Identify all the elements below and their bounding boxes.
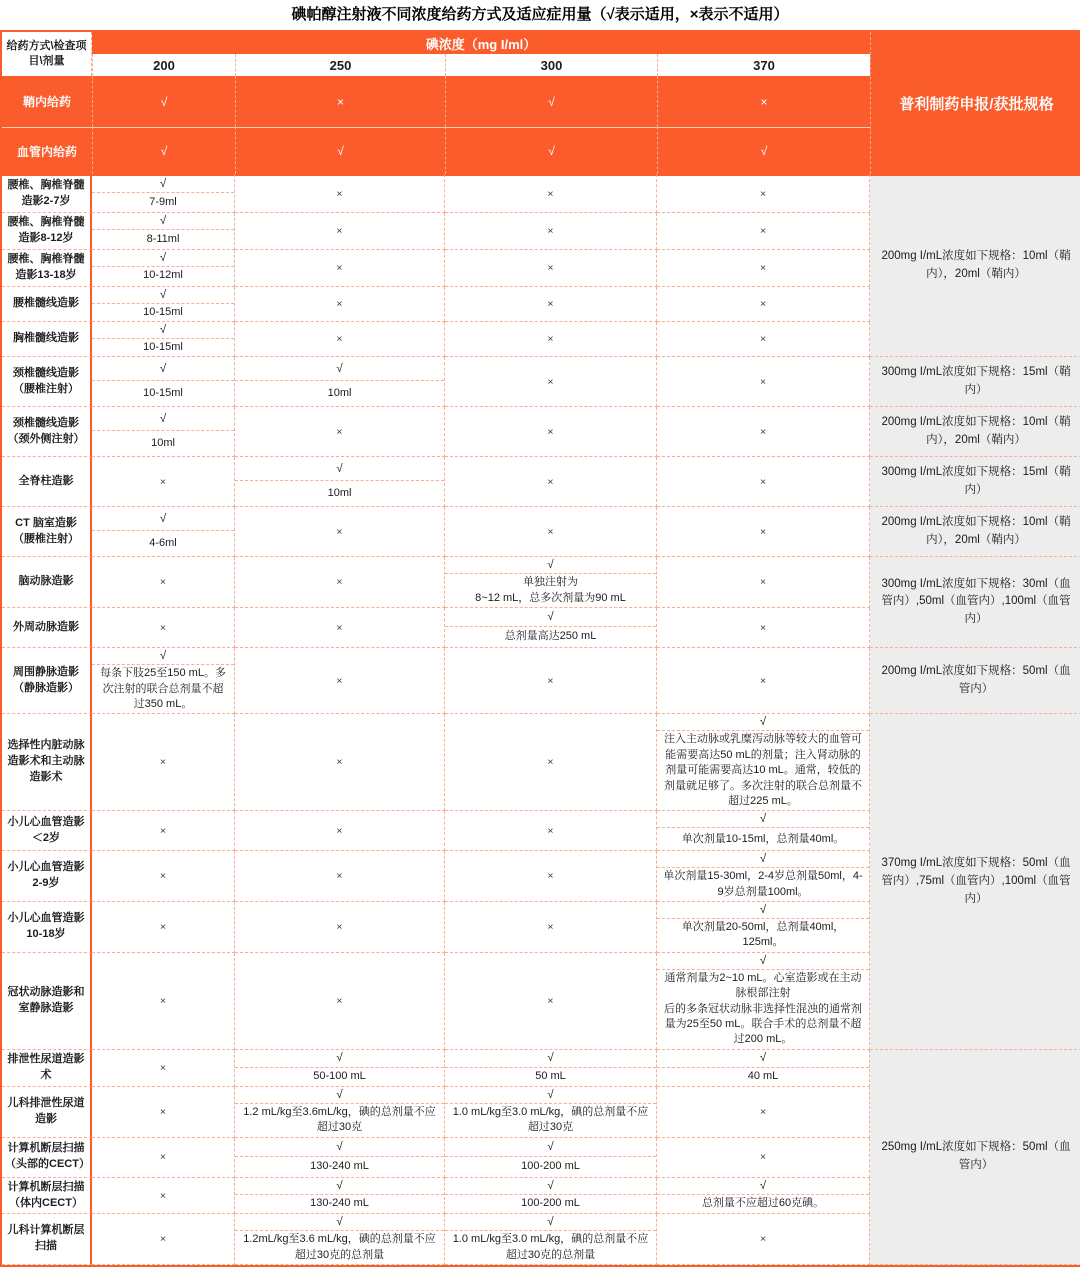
dose-cell [445,1214,657,1265]
x-cell: × [657,407,870,457]
dose-text: 1.0 mL/kg至3.0 mL/kg，碘的总剂量不应超过30克 [452,1105,649,1134]
check-mark: √ [445,557,656,574]
spec-cell: 370mg I/mL浓度如下规格：50ml（血管内）,75ml（血管内）,100ml（血管内） [870,714,1080,1049]
x-cell: × [92,851,235,902]
spec-column-header: 普利制药申报/获批规格 [870,32,1080,174]
x-cell: × [235,287,445,322]
dose-cell [92,174,235,213]
x-cell: × [92,1178,235,1215]
x-cell: × [92,714,235,811]
dose-cell [92,287,235,322]
x-cell: × [92,457,235,507]
procedure-label: 儿科排泄性尿道造影 [2,1087,92,1138]
dose-text: 单次剂量15-30ml，2-4岁总剂量50ml，4-9岁总剂量100ml。 [663,870,863,898]
dose-text: 40 mL [747,1070,779,1083]
dose-cell [657,1178,870,1215]
x-cell: × [657,608,870,648]
procedure-label: 选择性内脏动脉造影术和主动脉造影术 [2,714,92,811]
x-cell: × [235,608,445,648]
check-mark: √ [445,1050,656,1068]
dose-text: 1.2 mL/kg至3.6mL/kg，碘的总剂量不应超过30克 [243,1105,436,1134]
dose-cell [445,1178,657,1215]
dose-text: 50-100 mL [313,1070,366,1083]
check-mark: √ [445,608,656,627]
check-mark: √ [92,507,234,531]
x-cell: × [235,322,445,357]
procedure-label: 胸椎髓线造影 [2,322,92,357]
procedure-label: 儿科计算机断层扫描 [2,1214,92,1265]
x-cell: × [657,1214,870,1265]
check-mark: √ [92,176,234,193]
x-cell: × [445,851,657,902]
check-mark: √ [235,357,444,381]
x-cell: × [657,322,870,357]
x-cell: × [235,648,445,714]
check-mark: √ [657,851,869,868]
check-mark: √ [235,457,444,481]
dose-cell [235,1050,445,1087]
x-cell: × [92,557,235,608]
dose-cell [235,1178,445,1215]
x-cell: × [235,851,445,902]
dose-text: 1.0 mL/kg至3.0 mL/kg，碘的总剂量不应超过30克的总剂量 [452,1233,649,1261]
dose-cell [92,357,235,407]
dose-text: 50 mL [535,1070,566,1083]
dose-cell [657,1050,870,1087]
x-cell: × [235,507,445,557]
procedure-label: 脑动脉造影 [2,557,92,608]
spec-cell: 300mg I/mL浓度如下规格：15ml（鞘内） [870,457,1080,507]
dose-cell [92,407,235,457]
procedure-row [2,174,1080,213]
dose-cell [235,457,445,507]
x-cell: × [235,811,445,851]
corner-header: 给药方式\检查项目\剂量 [2,32,92,76]
procedure-label: 小儿心血管造影2-9岁 [2,851,92,902]
check-mark: √ [92,127,235,174]
check-mark: √ [235,127,445,174]
dose-text: 注入主动脉或乳糜泻动脉等较大的血管可能需要高达50 mL的剂量；注入肾动脉的剂量可能需要高达10 mL。通常，较低的剂量就足够了。多次注射的联合总剂量不超过225 mL。 [664,733,862,807]
procedure-label: 颈椎髓线造影（腰椎注射） [2,357,92,407]
dose-text: 10ml [327,487,352,500]
spec-cell: 200mg I/mL浓度如下规格：50ml（血管内） [870,648,1080,714]
x-cell: × [445,902,657,953]
x-cell: × [657,287,870,322]
check-mark: √ [92,213,234,230]
check-mark: √ [92,648,234,665]
header-row-1 [2,32,1080,54]
x-cell: × [445,287,657,322]
dose-cell [657,902,870,953]
check-mark: √ [445,1087,656,1104]
dose-cell [92,648,235,714]
check-mark: √ [92,76,235,127]
x-cell: × [657,457,870,507]
check-mark: √ [92,407,234,431]
concentration-370: 370 [657,54,870,76]
concentration-300: 300 [445,54,657,76]
x-cell: × [657,1138,870,1178]
procedure-row [2,507,1080,557]
dose-text: 100-200 mL [521,1159,580,1172]
procedure-label: CT 脑室造影（腰椎注射） [2,507,92,557]
x-cell: × [92,953,235,1050]
x-cell: × [445,174,657,213]
x-mark: × [657,76,870,127]
procedure-label: 周围静脉造影（静脉造影） [2,648,92,714]
dose-cell [92,507,235,557]
procedure-label: 腰椎髓线造影 [2,287,92,322]
procedure-label: 颈椎髓线造影（颈外侧注射） [2,407,92,457]
x-cell: × [235,714,445,811]
x-cell: × [92,1050,235,1087]
dose-text: 总剂量高达250 mL [504,630,597,643]
x-cell: × [445,407,657,457]
procedure-label: 全脊柱造影 [2,457,92,507]
dose-cell [92,322,235,357]
x-cell: × [657,174,870,213]
procedure-row [2,714,1080,811]
dose-cell [235,357,445,407]
dose-cell [657,811,870,851]
dose-cell [445,557,657,608]
dose-cell [235,1138,445,1178]
dose-text: 130-240 mL [310,1197,369,1210]
check-mark: √ [657,811,869,828]
dose-text: 8-11ml [146,232,180,245]
x-cell: × [445,322,657,357]
x-cell: × [657,557,870,608]
dose-text: 单次剂量10-15ml，总剂量40ml。 [681,832,845,845]
concentration-250: 250 [235,54,445,76]
spec-cell: 300mg I/mL浓度如下规格：15ml（鞘内） [870,357,1080,407]
x-cell: × [445,507,657,557]
dose-cell [235,1087,445,1138]
spec-cell: 200mg I/mL浓度如下规格：10ml（鞘内），20ml（鞘内） [870,174,1080,357]
x-cell: × [445,250,657,287]
x-cell: × [235,407,445,457]
x-cell: × [445,953,657,1050]
procedure-label: 小儿心血管造影＜2岁 [2,811,92,851]
procedure-label: 排泄性尿道造影术 [2,1050,92,1087]
x-cell: × [445,648,657,714]
x-mark: × [235,76,445,127]
check-mark: √ [445,1138,656,1157]
procedure-label: 腰椎、胸椎脊髓造影2-7岁 [2,174,92,213]
spec-cell: 250mg I/mL浓度如下规格：50ml（血管内） [870,1050,1080,1265]
check-mark: √ [235,1050,444,1068]
x-cell: × [235,213,445,250]
page-title: 碘帕醇注射液不同浓度给药方式及适应症用量（√表示适用，×表示不适用） [291,6,789,23]
x-cell: × [445,714,657,811]
check-mark: √ [235,1138,444,1157]
check-mark: √ [92,357,234,381]
check-mark: √ [657,953,869,970]
procedure-label: 计算机断层扫描（头部的CECT） [2,1138,92,1178]
check-mark: √ [657,902,869,919]
check-mark: √ [445,1178,656,1195]
x-cell: × [445,357,657,407]
x-cell: × [92,608,235,648]
dose-text: 7-9ml [149,195,177,208]
dose-cell [445,608,657,648]
check-mark: √ [657,714,869,731]
procedure-label: 小儿心血管造影10-18岁 [2,902,92,953]
check-mark: √ [445,76,657,127]
procedure-label: 冠状动脉造影和室静脉造影 [2,953,92,1050]
dose-cell [657,953,870,1050]
spec-cell: 300mg I/mL浓度如下规格：30ml（血管内）,50ml（血管内）,100ml（血管内） [870,557,1080,648]
x-cell: × [92,1087,235,1138]
x-cell: × [657,213,870,250]
dose-cell [445,1087,657,1138]
dose-cell [92,250,235,287]
procedure-label: 腰椎、胸椎脊髓造影13-18岁 [2,250,92,287]
check-mark: √ [445,1214,656,1231]
dose-text: 10ml [327,387,352,400]
dose-cell [445,1138,657,1178]
dose-cell [657,851,870,902]
dose-text: 10-15ml [143,387,183,400]
x-cell: × [92,902,235,953]
route-label: 鞘内给药 [2,76,92,127]
procedure-label: 腰椎、胸椎脊髓造影8-12岁 [2,213,92,250]
x-cell: × [445,213,657,250]
x-cell: × [92,1214,235,1265]
dose-text: 单独注射为 8~12 mL，总多次剂量为90 mL [475,576,626,604]
route-label: 血管内给药 [2,127,92,174]
dose-text: 4-6ml [149,537,177,550]
dose-text: 总剂量不应超过60克碘。 [701,1197,825,1210]
x-cell: × [235,902,445,953]
procedure-label: 外周动脉造影 [2,608,92,648]
procedure-row [2,457,1080,507]
dosage-table [0,30,1080,1267]
procedure-row [2,648,1080,714]
dose-text: 每条下肢25至150 mL。多次注射的联合总剂量不超过350 mL。 [100,667,226,710]
dose-text: 10ml [151,437,175,450]
check-mark: √ [92,250,234,267]
check-mark: √ [657,1178,869,1195]
x-cell: × [657,648,870,714]
check-mark: √ [92,322,234,339]
dose-text: 10-12ml [143,269,183,282]
dose-text: 1.2mL/kg至3.6 mL/kg，碘的总剂量不应超过30克的总剂量 [243,1233,436,1261]
x-cell: × [657,250,870,287]
concentration-200: 200 [92,54,235,76]
check-mark: √ [92,287,234,304]
x-cell: × [92,1138,235,1178]
check-mark: √ [235,1087,444,1104]
x-cell: × [235,953,445,1050]
procedure-row [2,1050,1080,1087]
check-mark: √ [657,1050,869,1068]
x-cell: × [92,811,235,851]
dose-text: 130-240 mL [310,1159,369,1172]
check-mark: √ [235,1178,444,1195]
x-cell: × [657,507,870,557]
check-mark: √ [445,127,657,174]
x-cell: × [235,557,445,608]
spec-cell: 200mg I/mL浓度如下规格：10ml（鞘内），20ml（鞘内） [870,407,1080,457]
procedure-label: 计算机断层扫描（体内CECT） [2,1178,92,1215]
dose-cell [92,213,235,250]
dose-cell [657,714,870,811]
x-cell: × [657,357,870,407]
dose-text: 单次剂量20-50ml，总剂量40ml，125ml。 [681,921,845,949]
spec-cell: 200mg I/mL浓度如下规格：10ml（鞘内），20ml（鞘内） [870,507,1080,557]
procedure-row [2,557,1080,608]
dose-cell [235,1214,445,1265]
dose-text: 通常剂量为2~10 mL。心室造影或在主动脉根部注射 后的多条冠状动脉非选择性混浊的通常剂量为25至50 mL。联合手术的总剂量不超过200 mL。 [664,971,862,1046]
dose-text: 10-15ml [143,341,183,354]
check-mark: √ [235,1214,444,1231]
check-mark: √ [657,127,870,174]
iodine-concentration-header: 碘浓度（mg I/ml） [92,32,870,54]
x-cell: × [235,174,445,213]
dose-text: 100-200 mL [521,1197,580,1210]
x-cell: × [445,811,657,851]
dose-cell [445,1050,657,1087]
procedure-row [2,407,1080,457]
dose-text: 10-15ml [143,305,183,318]
x-cell: × [235,250,445,287]
procedure-row [2,357,1080,407]
x-cell: × [657,1087,870,1138]
x-cell: × [445,457,657,507]
